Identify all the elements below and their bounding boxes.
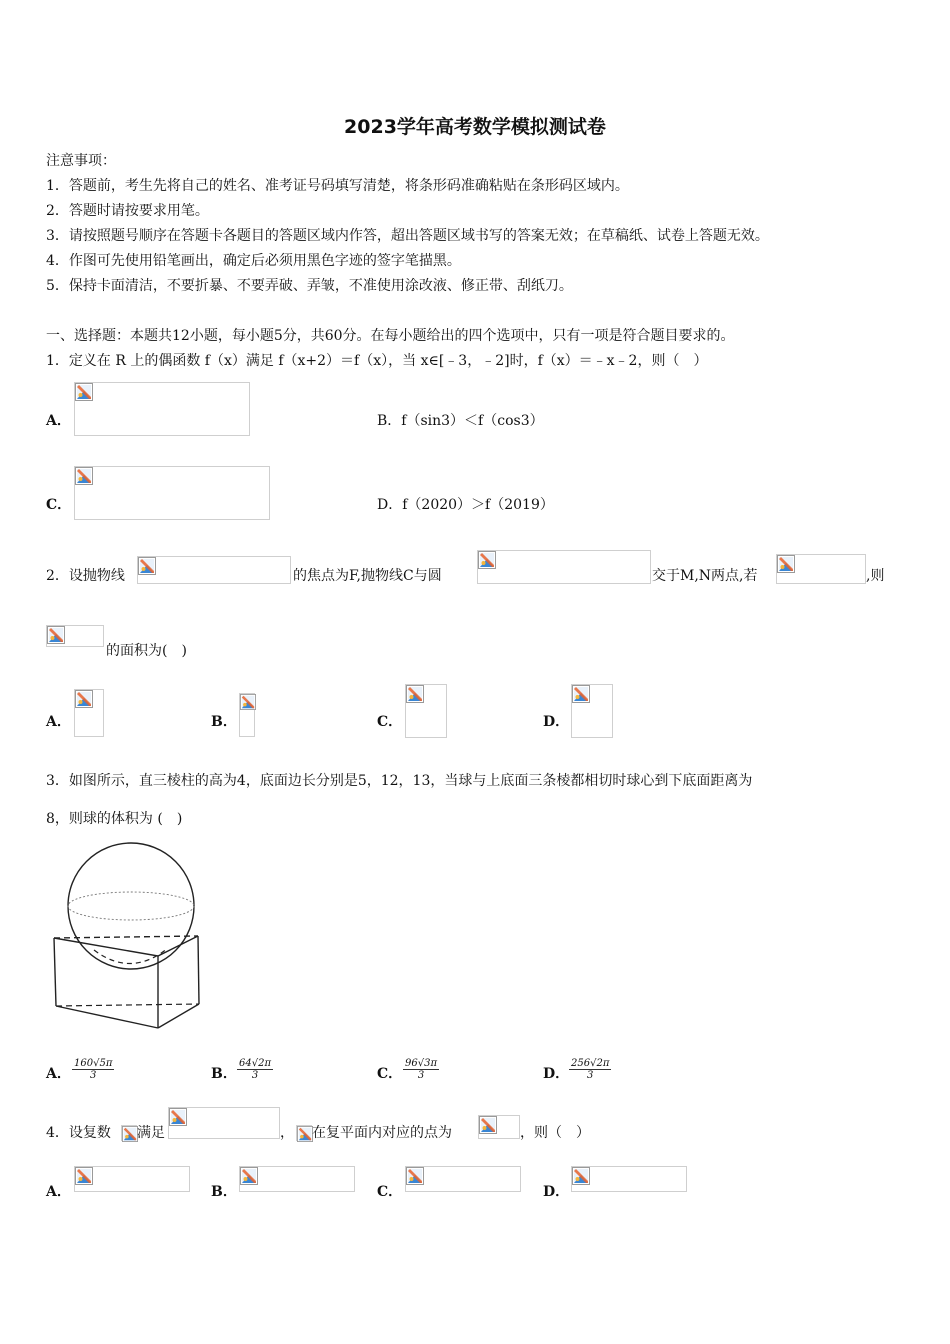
q4-part1: 4．设复数	[46, 1125, 111, 1141]
notes-item: 4．作图可先使用铅笔画出，确定后必须用黑色字迹的签字笔描黑。	[46, 253, 461, 269]
broken-image-icon	[297, 1126, 313, 1142]
page-title: 2023学年高考数学模拟测试卷	[344, 116, 606, 138]
q3-line1: 3．如图所示，直三棱柱的高为4，底面边长分别是5，12，13，当球与上底面三条棱都相切时球心到下底面距离为	[46, 773, 753, 789]
q4-option-b-image	[239, 1166, 355, 1192]
q2-option-d-label: D．	[543, 714, 570, 730]
q4-part5: ，则（ ）	[520, 1125, 590, 1141]
q1-option-b: B．f（sin3）＜f（cos3）	[377, 413, 544, 429]
q2-option-c-image	[405, 684, 447, 738]
broken-image-icon	[572, 1167, 590, 1185]
q3-prism-sphere-figure	[46, 838, 206, 1032]
q4-part3: ，	[280, 1125, 294, 1141]
q3-option-c-label: C．	[377, 1066, 403, 1082]
notes-heading: 注意事项：	[46, 153, 116, 169]
broken-image-icon	[479, 1116, 497, 1134]
q2-option-a-image	[74, 689, 104, 737]
q2-option-b-image	[239, 693, 255, 737]
q2-part1: 2．设抛物线	[46, 568, 125, 584]
broken-image-icon	[122, 1126, 138, 1142]
q4-option-a-image	[74, 1166, 190, 1192]
broken-image-icon	[777, 555, 795, 573]
q4-part4: 在复平面内对应的点为	[312, 1125, 452, 1141]
q4-point-formula	[478, 1115, 520, 1139]
broken-image-icon	[406, 685, 424, 703]
notes-item: 1．答题前，考生先将自己的姓名、准考证号码填写清楚，将条形码准确粘贴在条形码区域内。	[46, 178, 629, 194]
q1-option-c-label: C．	[46, 497, 72, 513]
q2-option-a-label: A．	[46, 714, 71, 730]
q2-triangle-formula	[46, 625, 104, 647]
broken-image-icon	[75, 467, 93, 485]
q1-option-a-label: A．	[46, 413, 71, 429]
broken-image-icon	[75, 383, 93, 401]
q1-option-d: D．f（2020）＞f（2019）	[377, 497, 554, 513]
q3-option-d-value: $\frac{256√2\pi}{3}$	[571, 1058, 610, 1081]
q3-line2: 8，则球的体积为 ( )	[46, 811, 183, 827]
broken-image-icon	[406, 1167, 424, 1185]
q4-option-d-label: D．	[543, 1184, 570, 1200]
notes-item: 3．请按照题号顺序在答题卡各题目的答题区域内作答，超出答题区域书写的答案无效；在草稿纸、试卷上答题无效。	[46, 228, 769, 244]
broken-image-icon	[75, 690, 93, 708]
q3-option-b-value: $\frac{64√2\pi}{3}$	[239, 1058, 272, 1081]
q3-option-c-value: $\frac{96√3\pi}{3}$	[405, 1058, 438, 1081]
q2-circle-formula	[477, 550, 651, 584]
q3-option-a-value: $\frac{160√5\pi}{3}$	[74, 1058, 113, 1081]
q3-option-d-label: D．	[543, 1066, 570, 1082]
q2-option-b-label: B．	[211, 714, 237, 730]
q2-option-c-label: C．	[377, 714, 403, 730]
q4-option-c-image	[405, 1166, 521, 1192]
section-heading: 一、选择题：本题共12小题，每小题5分，共60分。在每小题给出的四个选项中，只有一项是符合题目要求的。	[46, 328, 735, 344]
q4-complex-z-image	[121, 1125, 137, 1141]
q2-part3: 交于M,N两点,若	[652, 568, 758, 584]
q2-condition-formula	[776, 554, 866, 584]
q4-option-b-label: B．	[211, 1184, 237, 1200]
q4-option-a-label: A．	[46, 1184, 71, 1200]
q3-option-b-label: B．	[211, 1066, 237, 1082]
notes-item: 5．保持卡面清洁，不要折暴、不要弄破、弄皱，不准使用涂改液、修正带、刮纸刀。	[46, 278, 573, 294]
q4-condition-formula	[168, 1107, 280, 1139]
q2-part4: ,则	[866, 568, 885, 584]
q4-part2: 满足	[137, 1125, 165, 1141]
q4-option-d-image	[571, 1166, 687, 1192]
broken-image-icon	[572, 685, 590, 703]
broken-image-icon	[169, 1108, 187, 1126]
q2-parabola-formula	[137, 556, 291, 584]
broken-image-icon	[47, 626, 65, 644]
broken-image-icon	[138, 557, 156, 575]
q2-part2: 的焦点为F,抛物线C与圆	[293, 568, 442, 584]
q3-option-a-label: A．	[46, 1066, 71, 1082]
q4-complex-z-image-2	[296, 1125, 312, 1141]
q2-option-d-image	[571, 684, 613, 738]
q1-stem: 1．定义在 R 上的偶函数 f（x）满足 f（x+2）＝f（x），当 x∈[﹣3，﹣2]时，f（x）＝﹣x﹣2，则（ ）	[46, 353, 708, 369]
q4-option-c-label: C．	[377, 1184, 403, 1200]
notes-item: 2．答题时请按要求用笔。	[46, 203, 209, 219]
q1-option-c-image	[74, 466, 270, 520]
broken-image-icon	[478, 551, 496, 569]
broken-image-icon	[240, 694, 256, 710]
broken-image-icon	[240, 1167, 258, 1185]
broken-image-icon	[75, 1167, 93, 1185]
q1-option-a-image	[74, 382, 250, 436]
q2-part5: 的面积为( )	[106, 643, 187, 659]
